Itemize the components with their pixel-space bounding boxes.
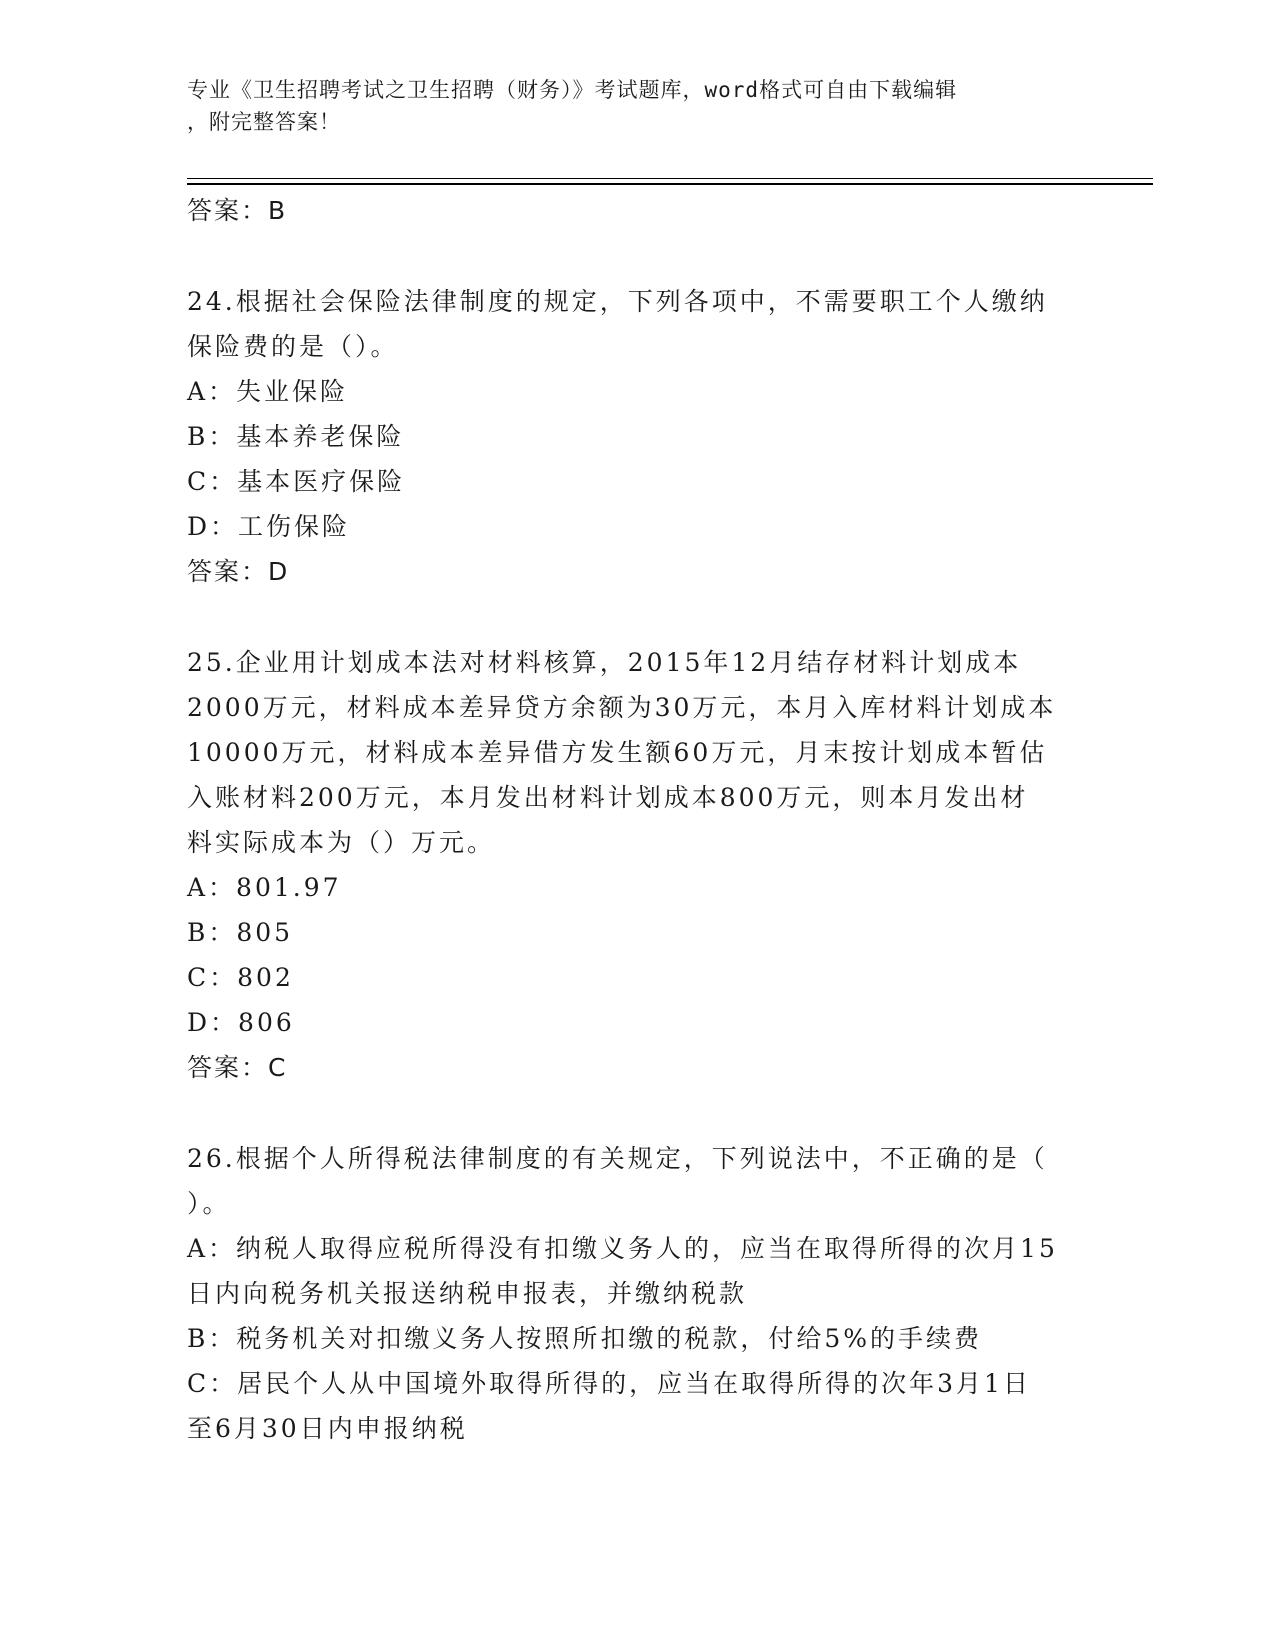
question-stem-line: 25.企业用计划成本法对材料核算，2015年12月结存材料计划成本 <box>187 648 1022 677</box>
question-25 <box>187 640 1087 1090</box>
page-header <box>187 74 1067 138</box>
answer-line: 答案：C <box>187 1053 288 1082</box>
answer-line: 答案：D <box>187 557 290 586</box>
question-stem-line: 26.根据个人所得税法律制度的有关规定，下列说法中，不正确的是（ <box>187 1144 1048 1173</box>
option-c: C：基本医疗保险 <box>187 467 406 496</box>
question-stem-line: ）。 <box>187 1189 231 1218</box>
option-c-line: C：居民个人从中国境外取得所得的，应当在取得所得的次年3月1日 <box>187 1369 1031 1398</box>
header-divider <box>187 178 1153 179</box>
option-b: B：税务机关对扣缴义务人按照所扣缴的税款，付给5%的手续费 <box>187 1324 983 1353</box>
option-b: B：805 <box>187 918 294 947</box>
option-b: B：基本养老保险 <box>187 422 405 451</box>
option-a-line: A：纳税人取得应税所得没有扣缴义务人的，应当在取得所得的次月15 <box>187 1234 1058 1263</box>
question-stem-line: 24.根据社会保险法律制度的规定，下列各项中，不需要职工个人缴纳 <box>187 287 1048 316</box>
question-stem-line: 2000万元，材料成本差异贷方余额为30万元，本月入库材料计划成本 <box>187 693 1057 722</box>
option-c-line: 至6月30日内申报纳税 <box>187 1414 468 1443</box>
question-26 <box>187 1136 1087 1451</box>
answer-line: 答案：B <box>187 196 288 225</box>
option-d: D：工伤保险 <box>187 512 351 541</box>
option-d: D：806 <box>187 1008 295 1037</box>
question-stem-line: 入账材料200万元，本月发出材料计划成本800万元，则本月发出材 <box>187 783 1029 812</box>
question-24 <box>187 279 1087 594</box>
header-divider-thick <box>187 183 1153 185</box>
option-a: A：801.97 <box>187 873 342 902</box>
header-line-1: 专业《卫生招聘考试之卫生招聘（财务）》考试题库，word格式可自由下载编辑 <box>187 78 958 102</box>
option-a: A：失业保险 <box>187 377 349 406</box>
question-stem-line: 保险费的是（）。 <box>187 332 399 361</box>
option-a-line: 日内向税务机关报送纳税申报表，并缴纳税款 <box>187 1279 748 1308</box>
document-body <box>187 188 1087 1451</box>
question-stem-line: 料实际成本为（）万元。 <box>187 828 496 857</box>
header-line-2: ，附完整答案！ <box>187 110 341 134</box>
option-c: C：802 <box>187 963 294 992</box>
question-stem-line: 10000万元，材料成本差异借方发生额60万元，月末按计划成本暂估 <box>187 738 1048 767</box>
